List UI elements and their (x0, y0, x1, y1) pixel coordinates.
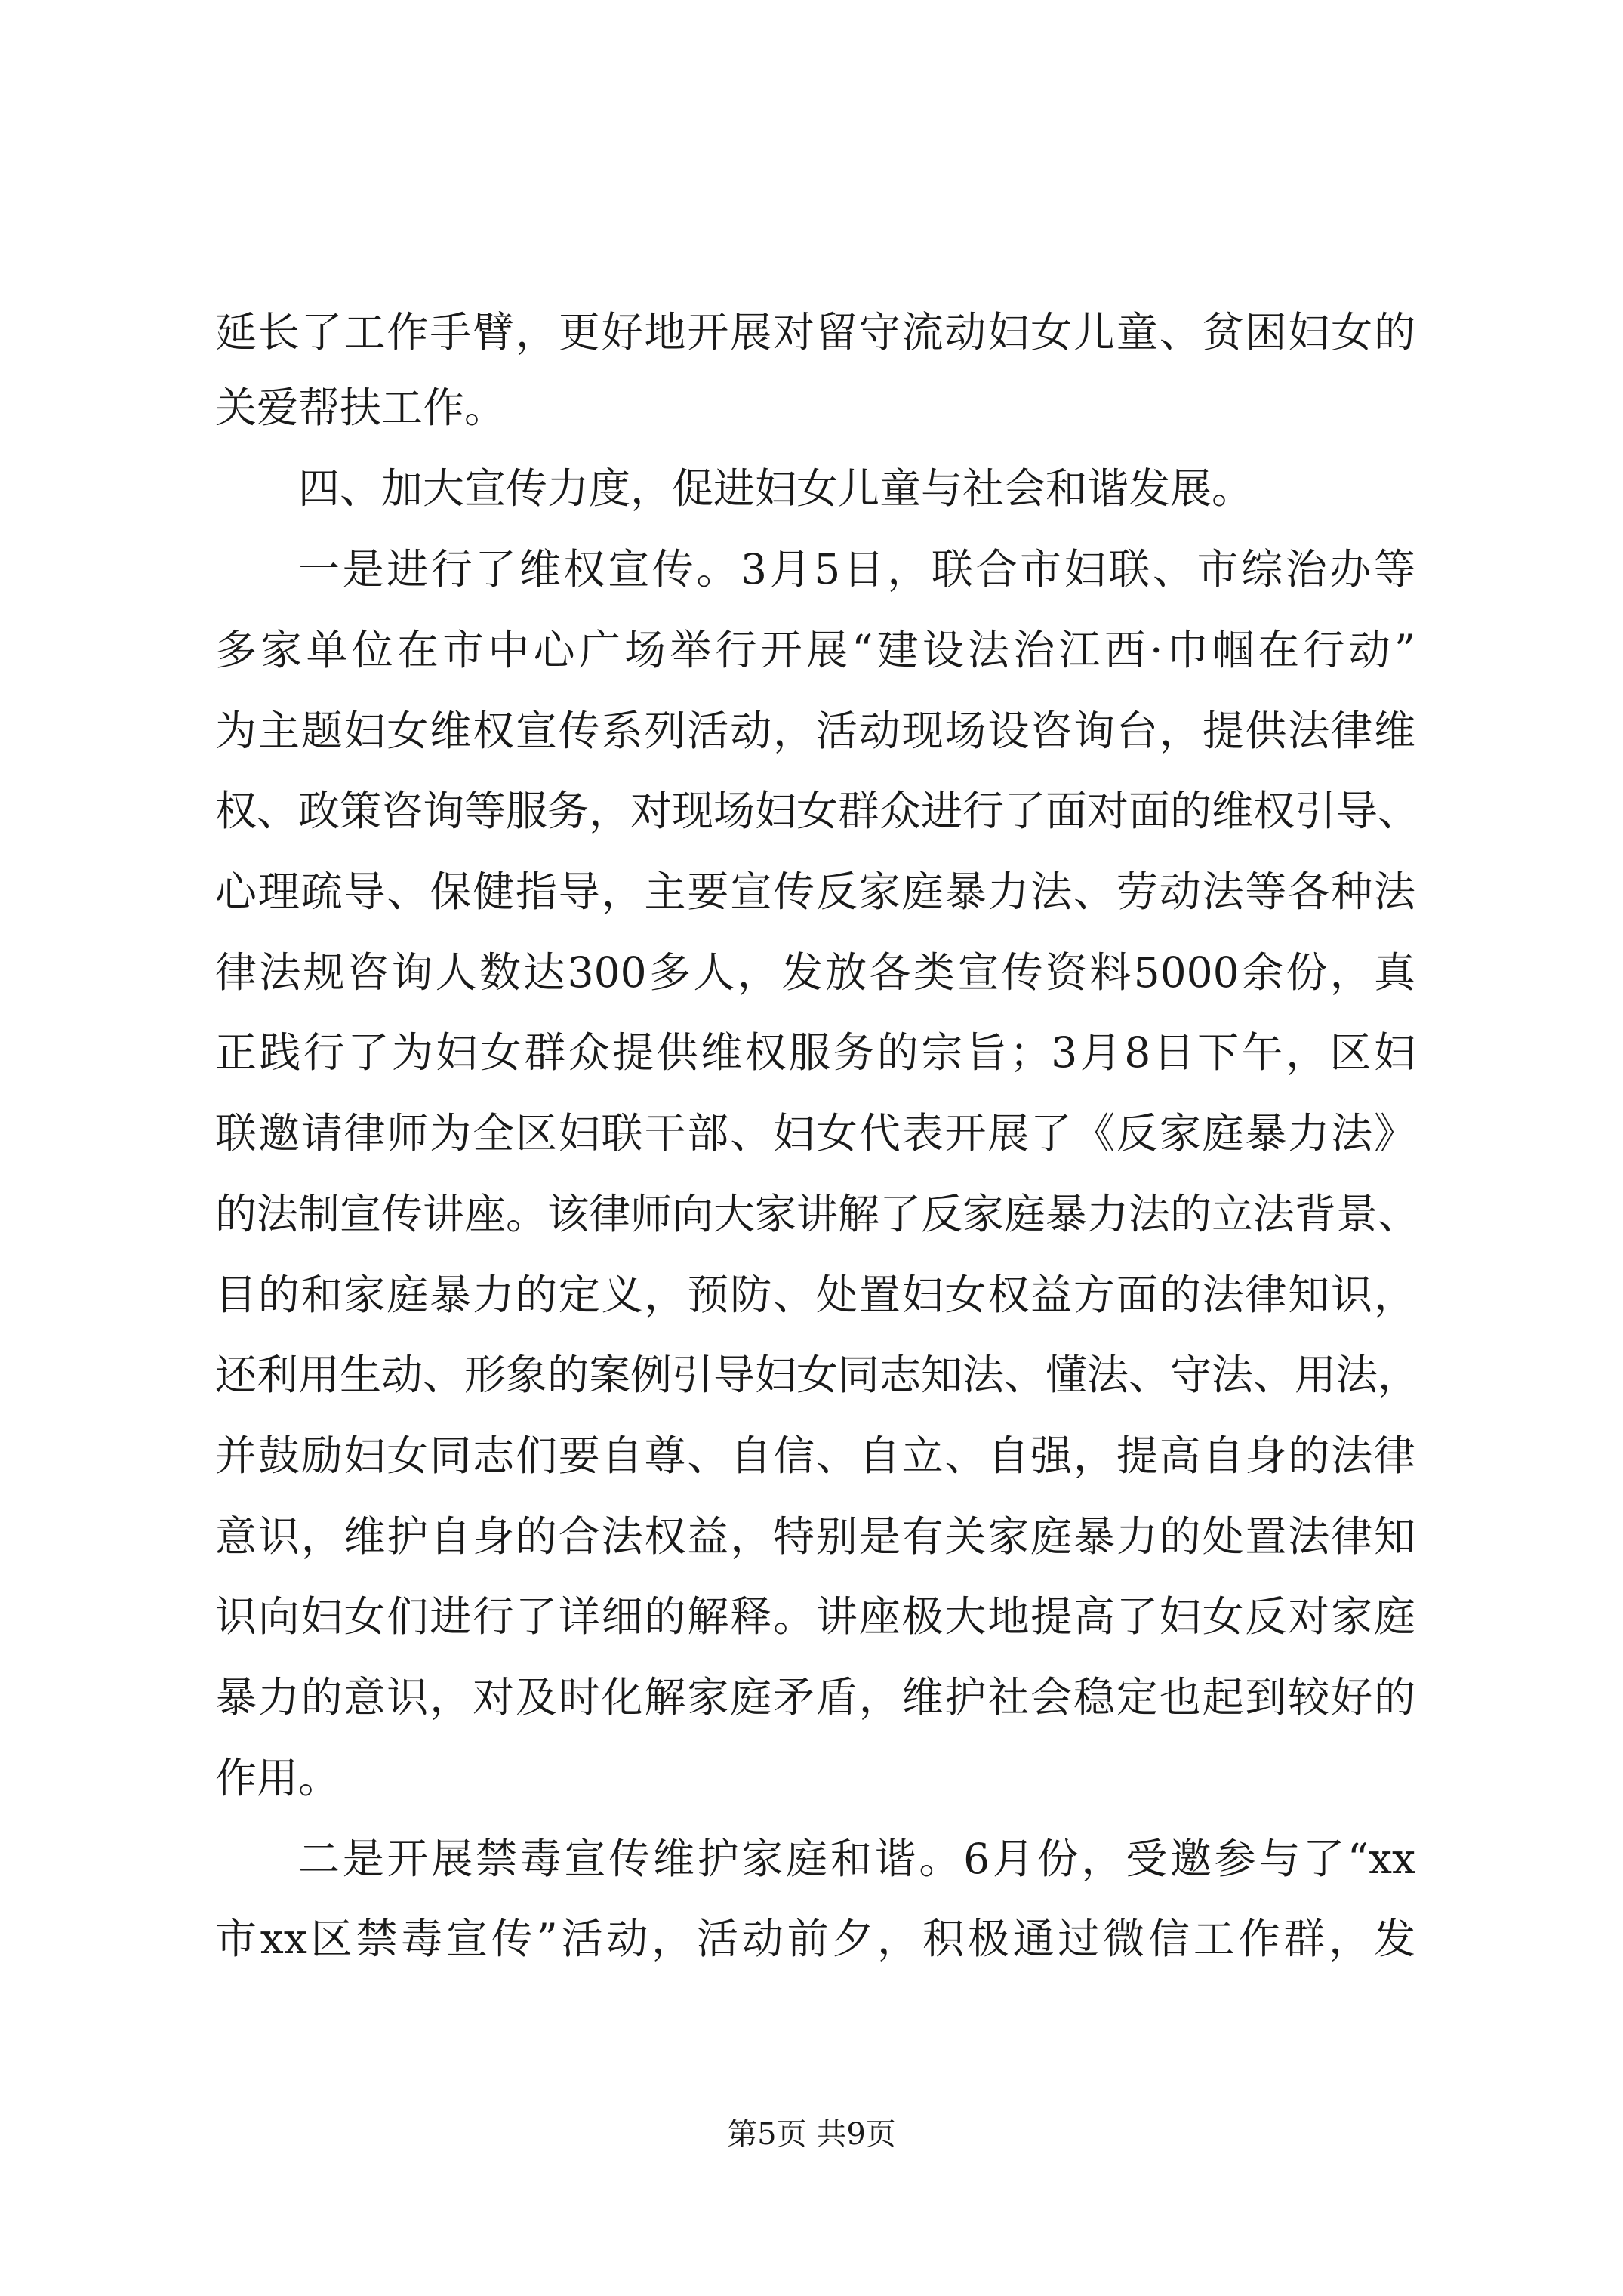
body-text-line: 正践行了为妇女群众提供维权服务的宗旨；3月8日下午，区妇 (215, 1028, 1415, 1077)
body-text-line: 作用。 (215, 1754, 340, 1802)
body-text-line: 为主题妇女维权宣传系列活动，活动现场设咨询台，提供法律维 (215, 707, 1415, 755)
body-text-line: 延长了工作手臂，更好地开展对留守流动妇女儿童、贫困妇女的 (215, 308, 1415, 356)
body-text-line: 的法制宣传讲座。该律师向大家讲解了反家庭暴力法的立法背景、 (215, 1190, 1420, 1238)
body-text-line: 权、政策咨询等服务，对现场妇女群众进行了面对面的维权引导、 (215, 787, 1420, 835)
body-text-line: 市xx区禁毒宣传”活动，活动前夕，积极通过微信工作群，发 (215, 1915, 1415, 1963)
body-text-line: 多家单位在市中心广场举行开展“建设法治江西·巾帼在行动” (215, 626, 1415, 674)
body-text-line: 并鼓励妇女同志们要自尊、自信、自立、自强，提高自身的法律 (215, 1432, 1415, 1480)
body-text-line: 目的和家庭暴力的定义，预防、处置妇女权益方面的法律知识， (215, 1271, 1415, 1319)
page-number-footer: 第5页 共9页 (727, 2117, 896, 2152)
paragraph-first-line: 一是进行了维权宣传。3月5日，联合市妇联、市综治办等 (298, 545, 1415, 593)
body-text-line: 暴力的意识，对及时化解家庭矛盾，维护社会稳定也起到较好的 (215, 1673, 1415, 1721)
body-text-line: 还利用生动、形象的案例引导妇女同志知法、懂法、守法、用法， (215, 1351, 1420, 1399)
body-text-line: 联邀请律师为全区妇联干部、妇女代表开展了《反家庭暴力法》 (215, 1109, 1415, 1157)
paragraph-first-line: 二是开展禁毒宣传维护家庭和谐。6月份，受邀参与了“xx (298, 1835, 1415, 1883)
body-text-line: 关爱帮扶工作。 (215, 384, 507, 432)
body-text-line: 识向妇女们进行了详细的解释。讲座极大地提高了妇女反对家庭 (215, 1592, 1415, 1641)
section-heading: 四、加大宣传力度，促进妇女儿童与社会和谐发展。 (298, 464, 1254, 513)
body-text-line: 心理疏导、保健指导，主要宣传反家庭暴力法、劳动法等各种法 (215, 868, 1415, 916)
body-text-line: 律法规咨询人数达300多人，发放各类宣传资料5000余份，真 (215, 948, 1415, 997)
body-text-line: 意识，维护自身的合法权益，特别是有关家庭暴力的处置法律知 (215, 1512, 1415, 1561)
